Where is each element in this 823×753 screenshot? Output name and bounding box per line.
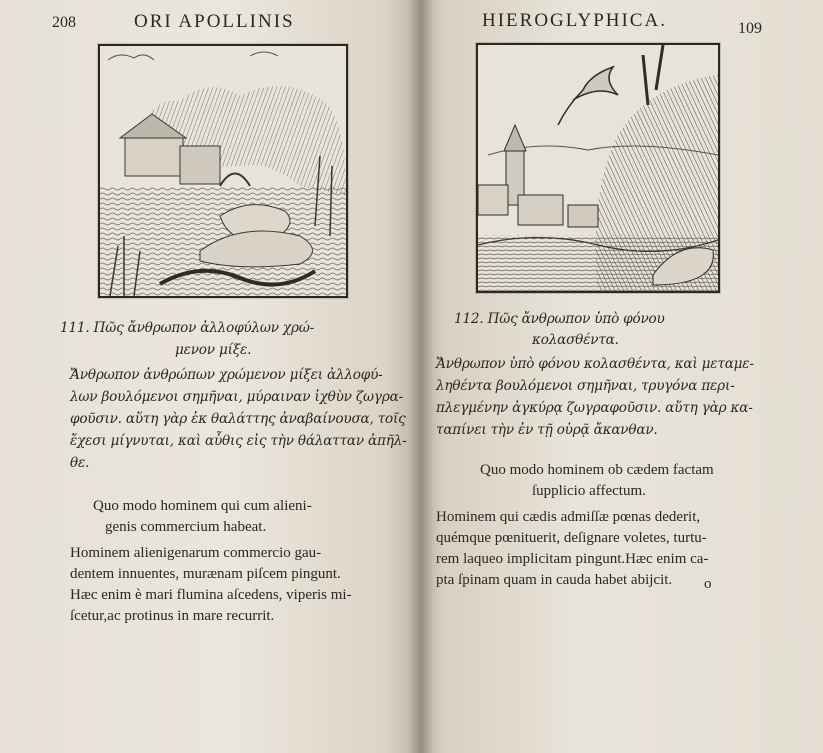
greek-body-line: ἔχεσι μίγνυται, καὶ αὖθις εἰς τὴν θάλατταν ἀπῆλ- bbox=[70, 433, 407, 449]
greek-title-line: κολασθέντα. bbox=[532, 332, 619, 348]
greek-title-line: μενον μίξε. bbox=[175, 342, 252, 358]
greek-body-line: φοῦσιν. αὕτη γὰρ ἐκ θαλάττης ἀναβαίνουσα, τοῖς bbox=[70, 411, 406, 427]
greek-body-line: θε. bbox=[70, 455, 90, 471]
latin-body-line: quémque pœnituerit, deſignare voletes, turtu- bbox=[436, 530, 707, 546]
latin-body-line: ſcetur,ac protinus in mare recurrit. bbox=[70, 608, 275, 624]
greek-body-line: Ἄνθρωπον ὑπὸ φόνου κολασθέντα, καὶ μεταμε- bbox=[436, 356, 754, 372]
latin-body-line: rem laqueo implicitam pingunt.Hæc enim ca- bbox=[436, 551, 709, 567]
greek-body-line: ληθέντα βουλόμενοι σημῆναι, τρυγόνα περι- bbox=[436, 378, 735, 394]
greek-body-line: λων βουλόμενοι σημῆναι, μύραιναν ἰχθὺν ζωγρα- bbox=[70, 389, 404, 405]
right-page bbox=[420, 0, 823, 753]
left-running-head: ORI APOLLINIS bbox=[134, 11, 295, 32]
book-gutter bbox=[408, 0, 434, 753]
latin-body-line: dentem innuentes, murænam piſcem pingunt. bbox=[70, 566, 341, 582]
greek-title-line: 112. Πῶς ἄνθρωπον ὑπὸ φόνου bbox=[454, 311, 665, 327]
latin-body-line: Hominem qui cædis admiſſæ pœnas dederit, bbox=[436, 509, 701, 525]
right-page-number: 109 bbox=[738, 20, 762, 37]
latin-body-line: Hominem alienigenarum commercio gau- bbox=[70, 545, 322, 561]
latin-title-line: Quo modo hominem ob cædem factam bbox=[480, 462, 714, 478]
woodcut-turtle-dove-illustration bbox=[476, 43, 720, 293]
greek-body-line: πλεγμένην ἀγκύρᾳ ζωγραφοῦσιν. αὕτη γὰρ κα- bbox=[436, 400, 753, 416]
latin-title-line: Quo modo hominem qui cum alieni- bbox=[93, 498, 312, 514]
greek-title-line: 111. Πῶς ἄνθρωπον ἀλλοφύλων χρώ- bbox=[60, 320, 315, 336]
latin-title-line: genis commercium habeat. bbox=[105, 519, 267, 535]
latin-body-line: Hæc enim è mari flumina aſcedens, viperis mi- bbox=[70, 587, 352, 603]
left-page-number: 208 bbox=[52, 14, 76, 31]
latin-body-line: pta ſpinam quam in cauda habet abijcit. bbox=[436, 572, 673, 588]
greek-body-line: Ἄνθρωπον ἀνθρώπων χρώμενον μίξει ἀλλοφύ- bbox=[70, 367, 383, 383]
right-running-head: HIEROGLYPHICA. bbox=[482, 10, 667, 31]
latin-title-line: ſupplicio affectum. bbox=[532, 483, 646, 499]
woodcut-moray-eel-illustration bbox=[98, 44, 348, 298]
greek-body-line: ταπίνει τὴν ἐν τῇ οὐρᾷ ἄκανθαν. bbox=[436, 422, 658, 438]
end-ornament: o bbox=[704, 576, 712, 592]
